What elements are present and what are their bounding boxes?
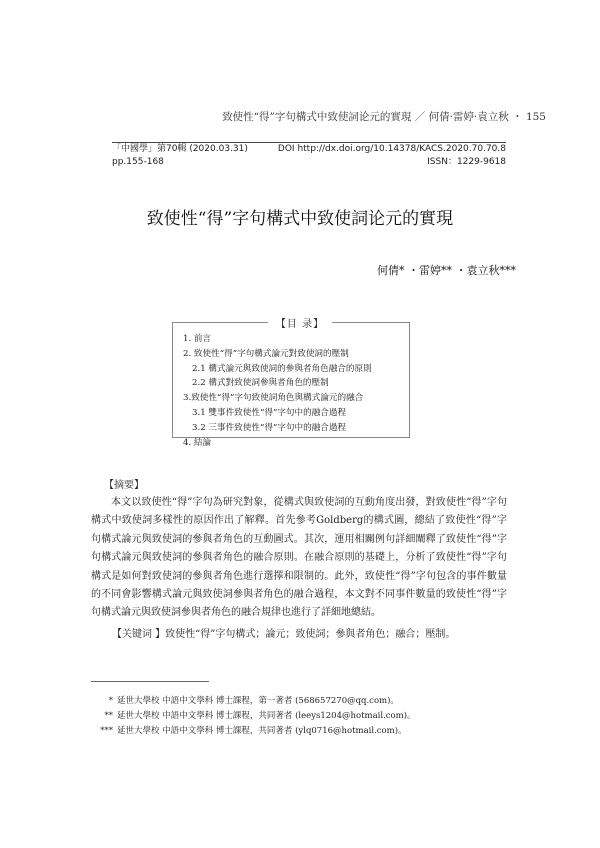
toc-item: 3.致使性“得”字句致使詞角色與構式論元的融合: [183, 393, 364, 404]
toc-subitem: 2.1 構式論元與致使詞的參與者角色融合的原則: [192, 363, 372, 374]
footnote-text: 延世大學校 中語中文學科 博士課程，共同著者 (leeys1204@hotmail.com)。: [117, 711, 416, 721]
issn: ISSN：1229-9618: [427, 157, 506, 167]
toc-subitem: 3.1 雙事件致使性“得”字句中的融合過程: [192, 407, 347, 418]
footnotes: [91, 694, 416, 739]
footnote: [91, 724, 416, 739]
footnote-mark: **: [104, 711, 113, 721]
footnote-mark: *: [108, 696, 113, 706]
toc-item: 2. 致使性“得”字句構式論元對致使詞的壓制: [183, 348, 349, 359]
footnote-text: 延世大學校 中語中文學科 博士課程，共同著者 (ylq0716@hotmail.com)。: [117, 726, 407, 736]
page-range: pp.155-168: [112, 157, 164, 167]
toc-heading-text: 【目 录】: [268, 319, 332, 330]
abstract-body: 本文以致使性“得”字句為研究對象，從構式與致使詞的互動角度出發，對致使性“得”字句構式中致使詞多樣性的原因作出了解釋。首先參考Goldberg的構式圖，總結了致使性“得”字句構式論元與致使詞的參與者角色的互動圖式。其次，運用相關例句詳細闡釋了致使性“得”字句構式論元與致使詞的參與者角色的融合原則。在融合原則的基礎上，分析了致使性“得”字句構式是如何對致使詞的參與者角色進行選擇和限制的。此外，致使性“得”字句包含的事件數量的不同會影響構式論元與致使詞參與者角色的融合過程，本文對不同事件數量的致使性“得”字句構式論元與致使詞參與者角色的融合規律也進行了詳細地總結。: [91, 497, 507, 619]
doi-link[interactable]: DOI http://dx.doi.org/10.14378/KACS.2020.70.70.8: [277, 144, 506, 154]
toc-item: 1. 前言: [183, 334, 212, 344]
paper-title: 致使性“得”字句構式中致使詞论元的實現: [146, 209, 454, 229]
author-list: 何倩* ・雷婷** ・袁立秋***: [377, 264, 516, 277]
journal-info: 「中國學」第70輯 (2020.03.31): [112, 144, 248, 154]
keywords: 【关键词 】致使性“得”字句構式；論元；致使詞；參與者角色；融合；壓制。: [112, 629, 456, 640]
toc-subitem: 2.2 構式對致使詞參與者角色的壓制: [192, 378, 329, 389]
toc-heading: [0, 312, 600, 331]
toc-subitem: 3.2 三事件致使性“得”字句中的融合過程: [192, 422, 347, 433]
footnote: [91, 694, 416, 709]
footnote-divider: [91, 681, 209, 682]
abstract-heading: 【摘要】: [104, 480, 144, 491]
article-meta: [112, 142, 506, 169]
footnote: [91, 709, 416, 724]
toc-list: [183, 332, 372, 450]
toc-item: 4. 結論: [183, 437, 212, 448]
running-header: 致使性“得”字句構式中致使詞论元的實現 ／ 何倩·雷婷·袁立秋 ・ 155: [222, 111, 546, 123]
footnote-text: 延世大學校 中語中文學科 博士課程，第一著者 (568657270@qq.com)。: [117, 696, 399, 706]
footnote-mark: ***: [100, 726, 113, 736]
